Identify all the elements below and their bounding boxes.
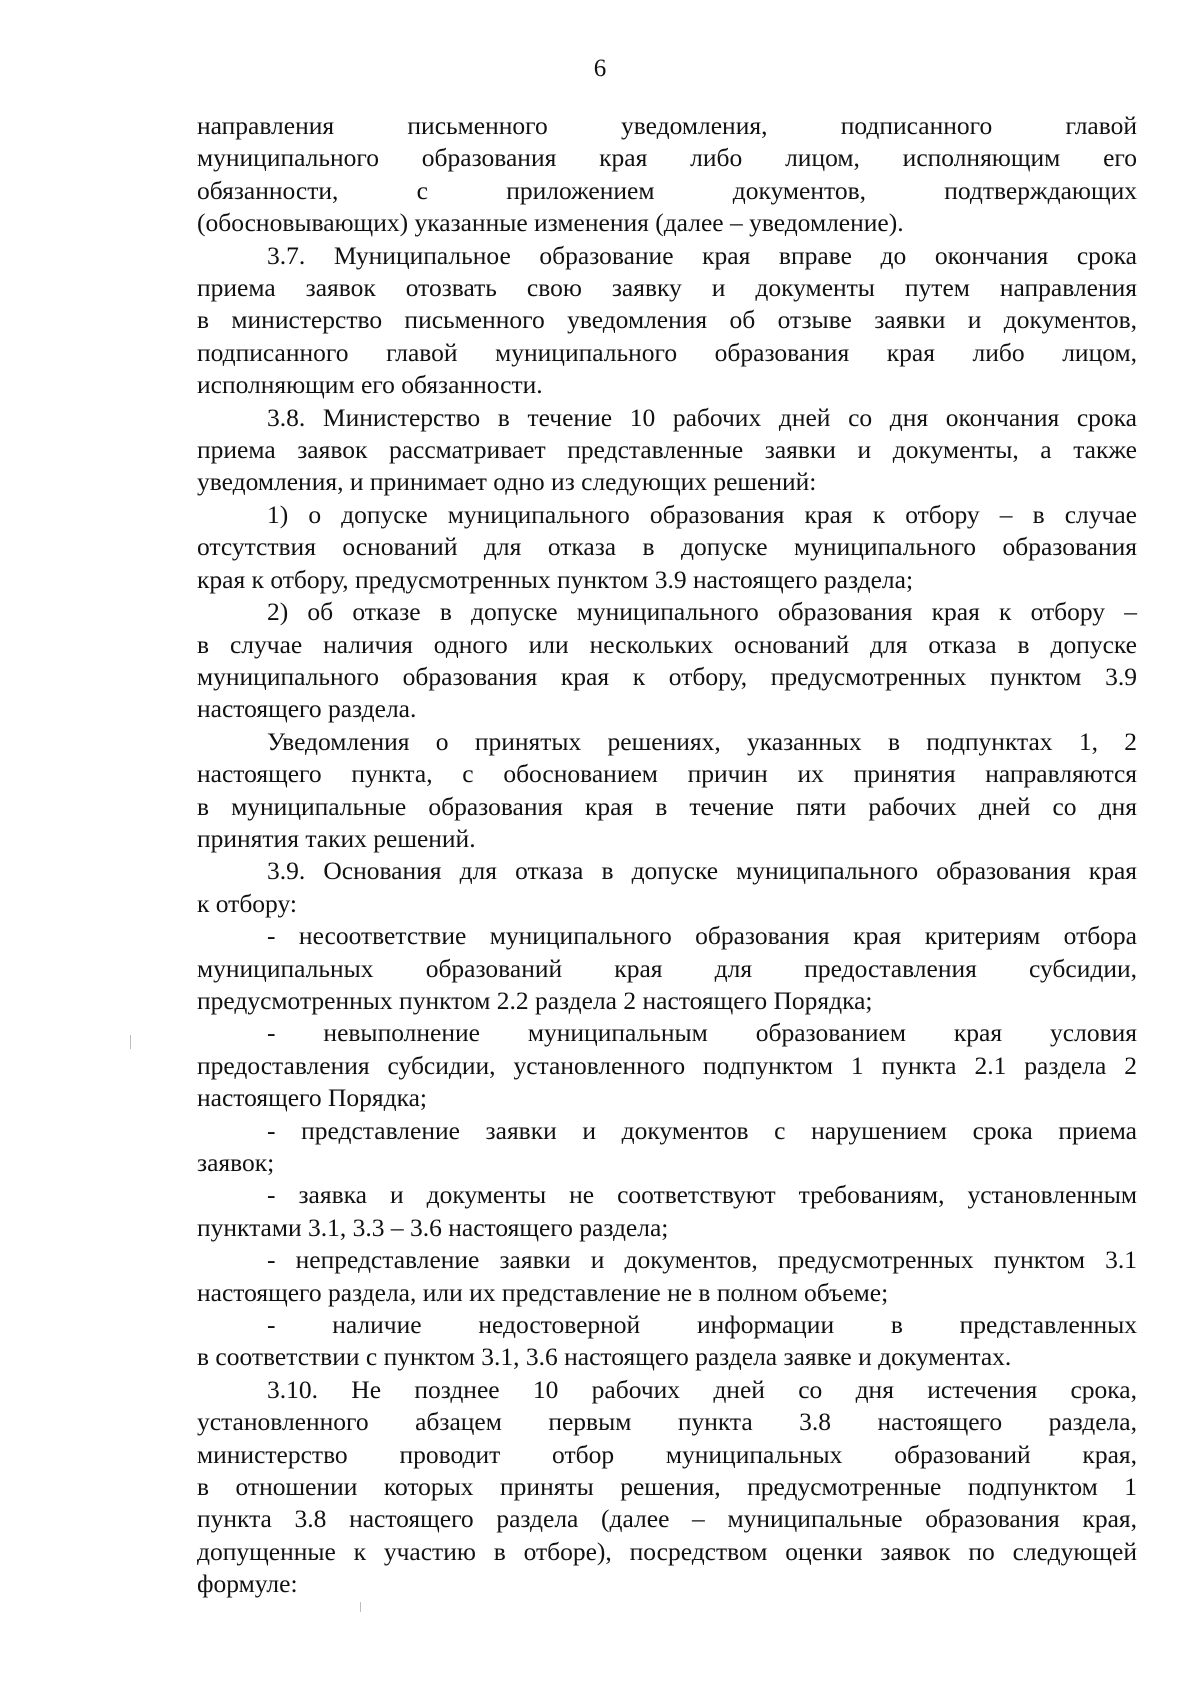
text-line: к отбору:: [197, 888, 297, 918]
scan-speck: [130, 1035, 131, 1049]
text-line: принятия таких решений.: [197, 823, 476, 853]
text-line: допущенные к участию в отборе), посредством оценки заявок по следующей: [197, 1536, 1137, 1566]
text-line: муниципального образования края либо лицом, исполняющим его: [197, 143, 1137, 173]
list-item-grounds: [197, 920, 1137, 1017]
text-line: министерство проводит отбор муниципальных образований края,: [197, 1439, 1137, 1469]
text-line: 3.8. Министерство в течение 10 рабочих дней со дня окончания срока: [267, 402, 1137, 432]
text-line: формуле:: [197, 1569, 298, 1599]
text-line: настоящего пункта, с обоснованием причин их принятия направляются: [197, 759, 1137, 789]
text-line: настоящего раздела, или их представление не в полном объеме;: [197, 1277, 889, 1307]
text-line: - несоответствие муниципального образования края критериям отбора: [267, 921, 1137, 951]
text-line: подписанного главой муниципального образования края либо лицом,: [197, 337, 1137, 367]
paragraph-item-1: [197, 499, 1137, 596]
text-line: в случае наличия одного или нескольких оснований для отказа в допуске: [197, 629, 1137, 659]
page-number: 6: [593, 55, 607, 82]
paragraph-notifications: [197, 726, 1137, 856]
text-line: - непредставление заявки и документов, предусмотренных пунктом 3.1: [267, 1245, 1137, 1275]
text-line: в соответствии с пунктом 3.1, 3.6 настоящего раздела заявке и документах.: [197, 1342, 1012, 1372]
text-line: обязанности, с приложением документов, подтверждающих: [197, 175, 1137, 205]
paragraph-3-8: [197, 402, 1137, 499]
text-line: приема заявок рассматривает представленные заявки и документы, а также: [197, 435, 1137, 465]
text-line: установленного абзацем первым пункта 3.8 настоящего раздела,: [197, 1407, 1137, 1437]
text-line: в муниципальные образования края в течение пяти рабочих дней со дня: [197, 791, 1137, 821]
text-line: Уведомления о принятых решениях, указанных в подпунктах 1, 2: [267, 726, 1137, 756]
paragraph-item-2: [197, 596, 1137, 726]
scan-speck: [360, 1602, 361, 1612]
text-line: уведомления, и принимает одно из следующих решений:: [197, 467, 817, 497]
text-line: края к отбору, предусмотренных пунктом 3.9 настоящего раздела;: [197, 564, 914, 594]
text-line: - наличие недостоверной информации в представленных: [267, 1310, 1137, 1340]
text-line: пунктами 3.1, 3.3 – 3.6 настоящего раздела;: [197, 1212, 669, 1242]
text-line: заявок;: [197, 1148, 275, 1177]
text-line: настоящего раздела.: [197, 694, 417, 724]
list-item-grounds: [197, 1179, 1137, 1244]
text-line: муниципальных образований края для предоставления субсидии,: [197, 953, 1137, 983]
text-line: в отношении которых приняты решения, предусмотренные подпунктом 1: [197, 1472, 1137, 1502]
paragraph-3-7: [197, 240, 1137, 402]
text-line: муниципального образования края к отбору, предусмотренных пунктом 3.9: [197, 661, 1137, 691]
text-line: приема заявок отозвать свою заявку и документы путем направления: [197, 273, 1137, 303]
paragraph-3-10: [197, 1374, 1137, 1601]
text-line: - представление заявки и документов с нарушением срока приема: [267, 1115, 1137, 1145]
text-line: 1) о допуске муниципального образования края к отбору – в случае: [267, 499, 1137, 529]
list-item-grounds: [197, 1115, 1137, 1180]
paragraph: [197, 110, 1137, 240]
list-item-grounds: [197, 1244, 1137, 1309]
text-line: - заявка и документы не соответствуют требованиям, установленным: [267, 1180, 1137, 1210]
text-line: 3.10. Не позднее 10 рабочих дней со дня истечения срока,: [267, 1374, 1137, 1404]
text-line: 3.9. Основания для отказа в допуске муниципального образования края: [267, 856, 1137, 886]
text-line: 3.7. Муниципальное образование края вправе до окончания срока: [267, 240, 1137, 270]
document-body: [197, 110, 1137, 1601]
paragraph-3-9: [197, 855, 1137, 920]
text-line: настоящего Порядка;: [197, 1083, 428, 1113]
text-line: пункта 3.8 настоящего раздела (далее – муниципальные образования края,: [197, 1504, 1137, 1534]
text-line: предоставления субсидии, установленного подпунктом 1 пункта 2.1 раздела 2: [197, 1050, 1137, 1080]
text-line: в министерство письменного уведомления об отзыве заявки и документов,: [197, 305, 1137, 335]
text-line: - невыполнение муниципальным образованием края условия: [267, 1018, 1137, 1048]
text-line: направления письменного уведомления, подписанного главой: [197, 111, 1137, 140]
list-item-grounds: [197, 1017, 1137, 1114]
text-line: 2) об отказе в допуске муниципального образования края к отбору –: [267, 597, 1137, 627]
list-item-grounds: [197, 1309, 1137, 1374]
text-line: отсутствия оснований для отказа в допуске муниципального образования: [197, 532, 1137, 562]
text-line: (обосновывающих) указанные изменения (далее – уведомление).: [197, 208, 904, 238]
text-line: исполняющим его обязанности.: [197, 370, 543, 400]
text-line: предусмотренных пунктом 2.2 раздела 2 настоящего Порядка;: [197, 985, 873, 1015]
